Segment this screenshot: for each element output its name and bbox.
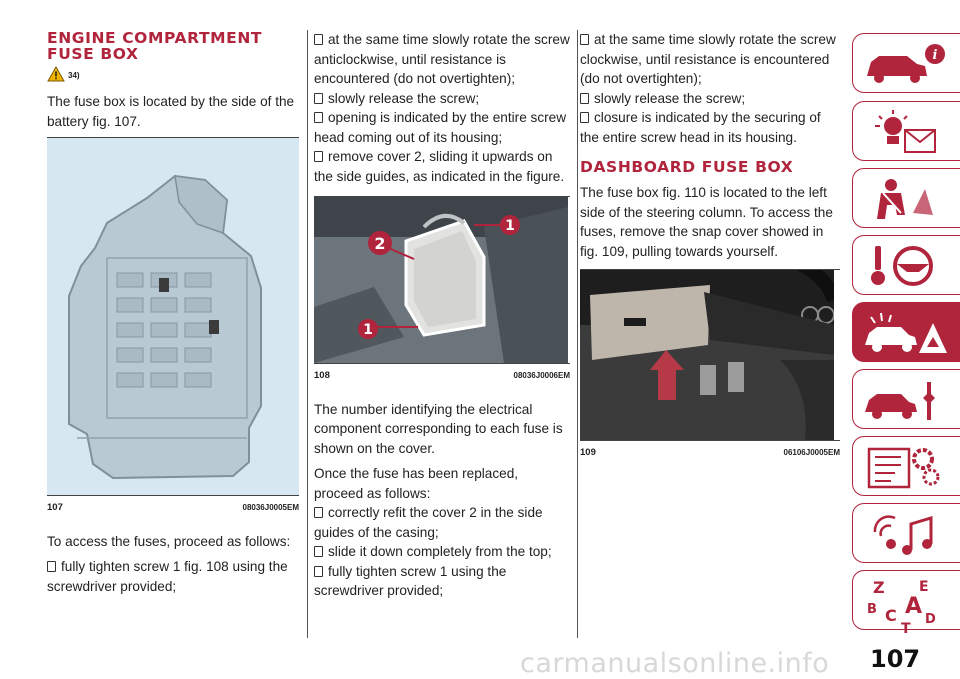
svg-text:i: i (932, 48, 938, 63)
callout-1-top: 1 (505, 218, 515, 234)
tab-starting-driving[interactable] (852, 235, 960, 295)
checkbox-bullet-icon (314, 566, 323, 577)
bullet-item: opening is indicated by the entire screw head coming out of its housing; (314, 110, 567, 145)
section-heading-engine-fuse-box: ENGINE COMPARTMENT FUSE BOX (47, 29, 263, 63)
fuse-cover-photo (314, 197, 568, 363)
tab-in-an-emergency[interactable] (852, 302, 960, 362)
checkbox-bullet-icon (314, 34, 323, 45)
warning-reference[interactable]: 34) (47, 66, 299, 86)
checkbox-bullet-icon (580, 112, 589, 123)
figure-bottom-rule (47, 495, 299, 496)
alphabetical-index-icon (861, 577, 953, 633)
page-number: 107 (870, 645, 921, 673)
figure-caption: 109 06106J0005EM (580, 447, 840, 458)
warning-lights-icon (861, 108, 953, 156)
section-heading-dashboard-fuse-box: DASHBOARD FUSE BOX (580, 158, 794, 176)
figure-bottom-rule (314, 363, 570, 364)
svg-text:Z: Z (873, 578, 885, 597)
column-1 (47, 30, 299, 596)
intro-text: The fuse box is located by the side of the battery fig. 107. (47, 94, 295, 129)
warning-triangle-icon (47, 66, 65, 82)
checkbox-bullet-icon (580, 93, 589, 104)
car-emergency-icon (861, 309, 953, 357)
column-divider (577, 30, 578, 638)
figure-caption: 107 08036J0005EM (47, 502, 299, 513)
fuse-box-image (47, 138, 299, 495)
checkbox-bullet-icon (580, 34, 589, 45)
callout-1-bottom: 1 (363, 322, 373, 338)
tab-maintenance[interactable] (852, 369, 960, 429)
checkbox-bullet-icon (314, 112, 323, 123)
bullet-item: fully tighten screw 1 fig. 108 using the screwdriver provided; (47, 559, 288, 594)
bullet-item: slowly release the screw; (314, 89, 570, 109)
svg-text:A: A (905, 594, 923, 619)
figure-caption: 108 08036J0006EM (314, 370, 570, 381)
checkbox-bullet-icon (47, 561, 56, 572)
bullet-item: slowly release the screw; (580, 89, 840, 109)
svg-text:T: T (901, 621, 911, 633)
bullet-item: at the same time slowly rotate the screw clockwise, until resistance is encountered (do not overtighten); (580, 32, 836, 86)
bullet-item: correctly refit the cover 2 in the side guides of the casing; (314, 505, 543, 540)
checkbox-bullet-icon (314, 93, 323, 104)
bullet-item: closure is indicated by the securing of the entire screw head in its housing. (580, 110, 821, 145)
seatbelt-airbag-icon (861, 175, 953, 223)
tab-index[interactable] (852, 570, 960, 633)
column-3 (580, 30, 840, 463)
tab-car-info[interactable] (852, 33, 960, 93)
bullet-item: slide it down completely from the top; (314, 542, 570, 562)
column-2 (314, 30, 570, 601)
access-text: To access the fuses, proceed as follows: (47, 533, 291, 549)
key-steering-wheel-icon (861, 242, 953, 290)
figure-107 (47, 137, 299, 518)
checkbox-bullet-icon (314, 507, 323, 518)
car-maintenance-icon (861, 376, 953, 424)
callout-2: 2 (374, 234, 386, 253)
svg-text:D: D (925, 612, 936, 627)
tab-safety[interactable] (852, 168, 960, 228)
paragraph: The number identifying the electrical component corresponding to each fuse is shown on the cover. (314, 401, 563, 456)
tab-technical-data[interactable] (852, 436, 960, 496)
watermark: carmanualsonline.info (520, 648, 830, 679)
figure-109 (580, 269, 840, 463)
column-divider (307, 30, 308, 638)
svg-text:C: C (885, 606, 897, 625)
tab-warning-lights[interactable] (852, 101, 960, 161)
paragraph: The fuse box fig. 110 is located to the left side of the steering column. To access the fuses, remove the snap cover showed in fig. 109, pulling towards yourself. (580, 185, 833, 259)
figure-bottom-rule (580, 440, 840, 441)
bullet-item: at the same time slowly rotate the screw anticlockwise, until resistance is encountered (do not overtighten); (314, 32, 570, 86)
car-info-icon (861, 40, 953, 88)
dashboard-cover-photo (580, 270, 834, 440)
svg-text:E: E (919, 579, 929, 595)
bullet-item: fully tighten screw 1 using the screwdriver provided; (314, 563, 507, 598)
checkbox-bullet-icon (314, 546, 323, 557)
figure-108 (314, 196, 570, 386)
paragraph: Once the fuse has been replaced, proceed as follows: (314, 466, 519, 501)
svg-text:B: B (867, 602, 877, 617)
bullet-item: remove cover 2, sliding it upwards on the side guides, as indicated in the figure. (314, 149, 565, 184)
multimedia-icon (861, 510, 953, 558)
checkbox-bullet-icon (314, 151, 323, 162)
technical-data-icon (861, 443, 953, 491)
tab-multimedia[interactable] (852, 503, 960, 563)
